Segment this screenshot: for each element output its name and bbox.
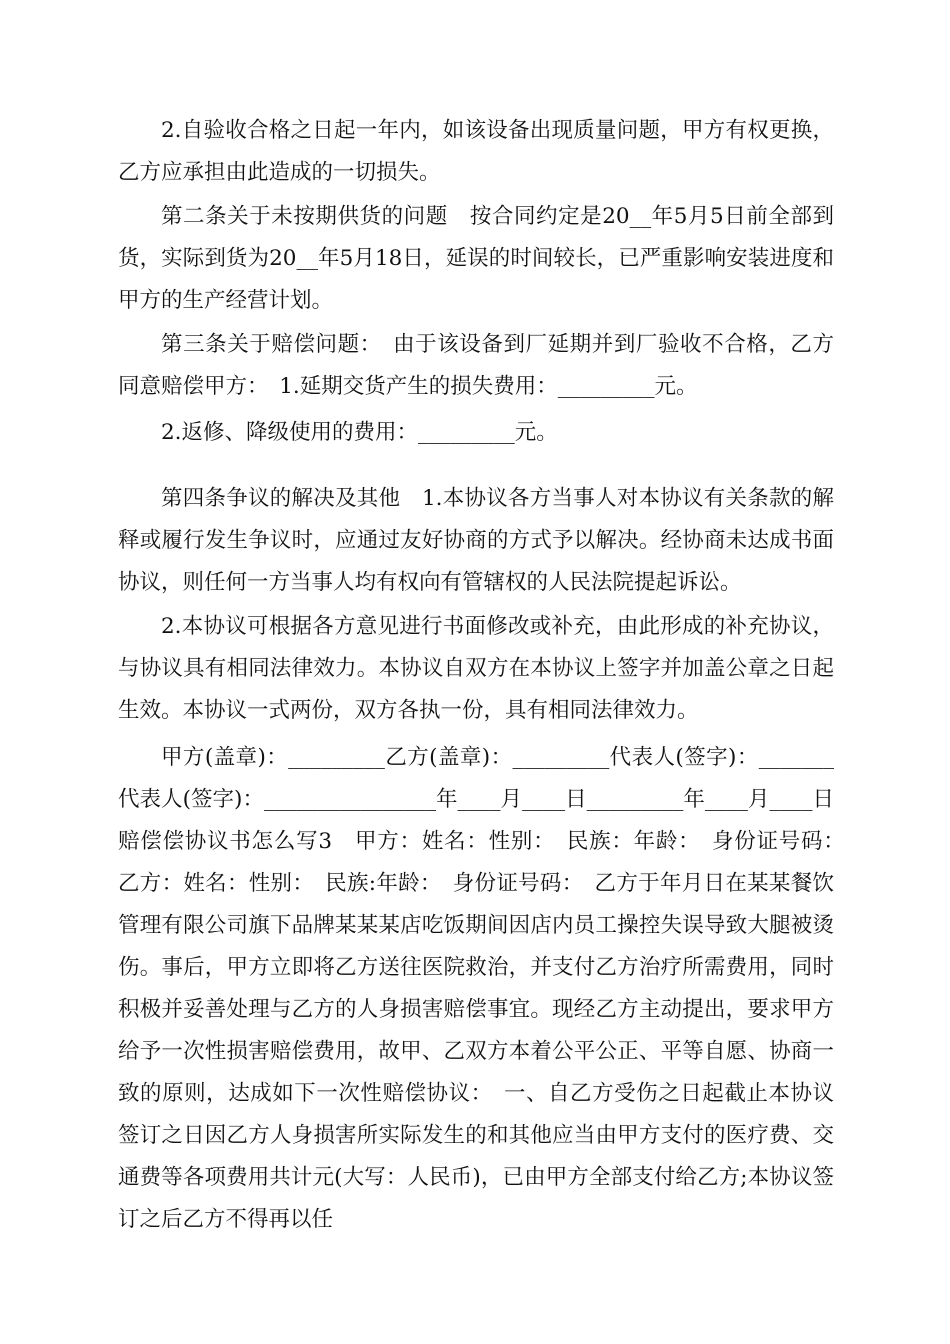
paragraph-amendments-effectiveness: 2.本协议可根据各方意见进行书面修改或补充，由此形成的补充协议，与协议具有相同法律效力。本协议自双方在本协议上签字并加盖公章之日起生效。本协议一式两份，双方各执一份，具有相同法律效力。 (118, 614, 834, 723)
paragraph-acceptance-warranty: 2.自验收合格之日起一年内，如该设备出现质量问题，甲方有权更换，乙方应承担由此造成的一切损失。 (118, 118, 834, 185)
paragraph-article-4-disputes: 第四条争议的解决及其他 1.本协议各方当事人对本协议有关条款的解释或履行发生争议时，应通过友好协商的方式予以解决。经协商未达成书面协议，则任何一方当事人均有权向有管辖权的人民法院提起诉讼。 (118, 486, 834, 595)
paragraph-article-2-late-delivery: 第二条关于未按期供货的问题 按合同约定是20__年5月5日前全部到货，实际到货为20__年5月18日，延误的时间较长，已严重影响安装进度和甲方的生产经营计划。 (118, 204, 834, 313)
paragraph-repair-cost: 2.返修、降级使用的费用：_________元。 (161, 420, 558, 445)
paragraph-signatures-and-agreement-3: 甲方(盖章)：_________乙方(盖章)：_________代表人(签字)：_______代表人(签字)：________________年____月____日_________年____月____日 赔偿偿协议书怎么写3 甲方：姓名：性别： 民族：年龄： 身份证号码： 乙方：姓名：性别： 民族:年龄： 身份证号码： 乙方于年月日在某某餐饮管理有限公司旗下品牌某某某店吃饭期间因店内员工操控失误导致大腿被烫伤。事后，甲方立即将乙方送往医院救治，并支付乙方治疗所需费用，同时积极并妥善处理与乙方的人身损害赔偿事宜。现经乙方主动提出，要求甲方给予一次性损害赔偿费用，故甲、乙双方本着公平公正、平等自愿、协商一致的原则，达成如下一次性赔偿协议： 一、自乙方受伤之日起截止本协议签订之日因乙方人身损害所实际发生的和其他应当由甲方支付的医疗费、交通费等各项费用共计元(大写：人民币)，已由甲方全部支付给乙方;本协议签订之后乙方不得再以任 (118, 745, 856, 1232)
paragraph-article-3-compensation: 第三条关于赔偿问题： 由于该设备到厂延期并到厂验收不合格，乙方同意赔偿甲方： 1.延期交货产生的损失费用：_________元。 (118, 332, 834, 399)
